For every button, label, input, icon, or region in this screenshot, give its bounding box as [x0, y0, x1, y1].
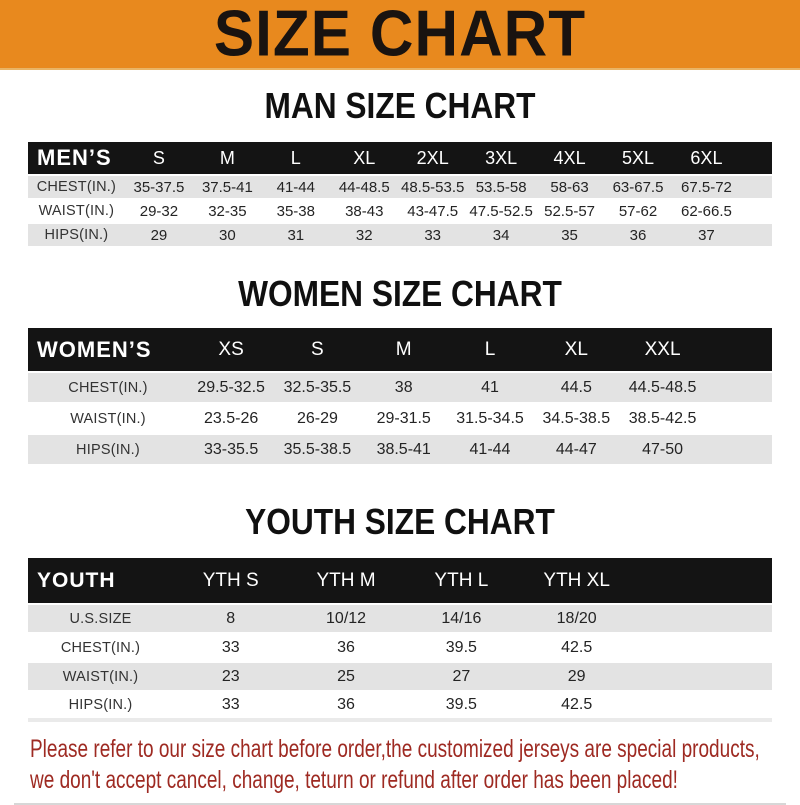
women-table-row	[28, 434, 772, 465]
women-table-body	[28, 372, 772, 465]
women-column-header: XXL	[619, 328, 705, 372]
men-size-cell: 36	[604, 223, 672, 247]
women-size-cell: 29-31.5	[361, 403, 447, 434]
women-size-cell: 32.5-35.5	[274, 372, 360, 403]
women-cell-filler	[706, 434, 772, 465]
youth-table-row	[28, 633, 772, 662]
youth-column-header: YTH L	[404, 558, 519, 604]
women-size-table	[28, 328, 772, 466]
banner-title: SIZE CHART	[213, 0, 587, 70]
men-size-cell: 30	[193, 223, 261, 247]
men-row-label: CHEST(IN.)	[28, 175, 125, 199]
youth-row-label: CHEST(IN.)	[28, 633, 173, 662]
youth-size-cell: 39.5	[404, 633, 519, 662]
men-cell-filler	[741, 175, 772, 199]
women-size-cell: 44.5-48.5	[619, 372, 705, 403]
women-row-label: WAIST(IN.)	[28, 403, 188, 434]
men-size-cell: 33	[398, 223, 466, 247]
youth-size-cell: 36	[288, 691, 403, 720]
youth-size-cell: 33	[173, 633, 288, 662]
men-size-cell: 48.5-53.5	[398, 175, 466, 199]
men-size-cell: 35	[535, 223, 603, 247]
men-size-cell: 29	[125, 223, 193, 247]
women-size-cell: 23.5-26	[188, 403, 274, 434]
men-header-row	[28, 142, 772, 175]
youth-header-row	[28, 558, 772, 604]
women-size-cell: 38.5-42.5	[619, 403, 705, 434]
women-column-header: XL	[533, 328, 619, 372]
men-size-cell: 53.5-58	[467, 175, 535, 199]
women-size-cell: 44-47	[533, 434, 619, 465]
women-size-cell: 29.5-32.5	[188, 372, 274, 403]
men-size-cell: 62-66.5	[672, 199, 740, 223]
men-size-cell: 63-67.5	[604, 175, 672, 199]
men-column-header: 5XL	[604, 142, 672, 175]
men-table-body	[28, 175, 772, 247]
men-size-cell: 37.5-41	[193, 175, 261, 199]
men-column-header: 6XL	[672, 142, 740, 175]
youth-size-cell: 39.5	[404, 691, 519, 720]
youth-table-body	[28, 604, 772, 720]
youth-size-cell: 42.5	[519, 633, 634, 662]
women-size-cell: 38	[361, 372, 447, 403]
men-table-row	[28, 175, 772, 199]
men-column-header: L	[262, 142, 330, 175]
men-size-cell: 32	[330, 223, 398, 247]
women-row-label: CHEST(IN.)	[28, 372, 188, 403]
section-youth	[0, 466, 800, 722]
men-size-cell: 32-35	[193, 199, 261, 223]
women-column-header: XS	[188, 328, 274, 372]
men-size-cell: 47.5-52.5	[467, 199, 535, 223]
youth-size-cell: 33	[173, 691, 288, 720]
youth-size-cell: 27	[404, 662, 519, 691]
men-column-header: S	[125, 142, 193, 175]
women-size-cell: 35.5-38.5	[274, 434, 360, 465]
men-row-label: WAIST(IN.)	[28, 199, 125, 223]
men-table-row	[28, 199, 772, 223]
women-column-header: M	[361, 328, 447, 372]
women-size-cell: 31.5-34.5	[447, 403, 533, 434]
women-row-label: HIPS(IN.)	[28, 434, 188, 465]
youth-cell-filler	[634, 633, 772, 662]
men-section-heading-text: MAN SIZE CHART	[264, 85, 536, 126]
women-cell-filler	[706, 403, 772, 434]
women-size-cell: 41	[447, 372, 533, 403]
women-section-heading-text: WOMEN SIZE CHART	[238, 273, 562, 314]
youth-table-row	[28, 604, 772, 633]
women-cell-filler	[706, 372, 772, 403]
youth-row-label: U.S.SIZE	[28, 604, 173, 633]
youth-cell-filler	[634, 604, 772, 633]
men-cell-filler	[741, 223, 772, 247]
youth-column-header: YTH M	[288, 558, 403, 604]
men-section-heading	[0, 70, 800, 124]
women-size-cell: 47-50	[619, 434, 705, 465]
youth-size-table	[28, 558, 772, 722]
youth-table-title-cell: YOUTH	[28, 558, 173, 604]
men-cell-filler	[741, 199, 772, 223]
youth-cell-filler	[634, 662, 772, 691]
men-column-header: 2XL	[398, 142, 466, 175]
order-note	[0, 734, 800, 796]
women-table-row	[28, 403, 772, 434]
youth-header-filler	[634, 558, 772, 604]
youth-table-row	[28, 691, 772, 720]
men-size-table	[28, 142, 772, 248]
women-header-row	[28, 328, 772, 372]
youth-size-cell: 14/16	[404, 604, 519, 633]
women-column-header: L	[447, 328, 533, 372]
men-row-label: HIPS(IN.)	[28, 223, 125, 247]
youth-column-header: YTH XL	[519, 558, 634, 604]
men-size-cell: 67.5-72	[672, 175, 740, 199]
men-size-cell: 57-62	[604, 199, 672, 223]
men-column-header: 3XL	[467, 142, 535, 175]
men-table-row	[28, 223, 772, 247]
women-size-cell: 41-44	[447, 434, 533, 465]
youth-size-cell: 18/20	[519, 604, 634, 633]
women-table-title-cell: WOMEN’S	[28, 328, 188, 372]
men-size-cell: 44-48.5	[330, 175, 398, 199]
youth-size-cell: 23	[173, 662, 288, 691]
women-header-filler	[706, 328, 772, 372]
men-size-cell: 29-32	[125, 199, 193, 223]
youth-size-cell: 10/12	[288, 604, 403, 633]
men-size-cell: 31	[262, 223, 330, 247]
men-size-cell: 35-37.5	[125, 175, 193, 199]
youth-column-header: YTH S	[173, 558, 288, 604]
youth-section-heading-text: YOUTH SIZE CHART	[245, 501, 555, 542]
men-size-cell: 52.5-57	[535, 199, 603, 223]
note-line-2: we don't accept cancel, change, teturn or refund after order has been placed!	[30, 766, 678, 794]
men-size-cell: 37	[672, 223, 740, 247]
youth-row-label: WAIST(IN.)	[28, 662, 173, 691]
men-column-header: XL	[330, 142, 398, 175]
youth-size-cell: 8	[173, 604, 288, 633]
section-women	[0, 248, 800, 466]
banner	[0, 0, 800, 70]
youth-size-cell: 36	[288, 633, 403, 662]
youth-size-cell: 25	[288, 662, 403, 691]
men-size-cell: 38-43	[330, 199, 398, 223]
youth-cell-filler	[634, 691, 772, 720]
women-section-heading	[0, 248, 800, 312]
youth-section-heading	[0, 466, 800, 540]
section-men	[0, 70, 800, 248]
men-size-cell: 41-44	[262, 175, 330, 199]
youth-size-cell: 42.5	[519, 691, 634, 720]
women-table-row	[28, 372, 772, 403]
men-table-title-cell: MEN’S	[28, 142, 125, 175]
women-size-cell: 38.5-41	[361, 434, 447, 465]
men-size-cell: 58-63	[535, 175, 603, 199]
women-size-cell: 34.5-38.5	[533, 403, 619, 434]
men-column-header: 4XL	[535, 142, 603, 175]
women-column-header: S	[274, 328, 360, 372]
note-line-1: Please refer to our size chart before order,the customized jerseys are special products,	[30, 735, 760, 763]
men-size-cell: 43-47.5	[398, 199, 466, 223]
youth-row-label: HIPS(IN.)	[28, 691, 173, 720]
youth-size-cell: 29	[519, 662, 634, 691]
men-header-filler	[741, 142, 772, 175]
women-size-cell: 33-35.5	[188, 434, 274, 465]
men-column-header: M	[193, 142, 261, 175]
women-size-cell: 44.5	[533, 372, 619, 403]
women-size-cell: 26-29	[274, 403, 360, 434]
youth-table-row	[28, 662, 772, 691]
men-size-cell: 34	[467, 223, 535, 247]
men-size-cell: 35-38	[262, 199, 330, 223]
